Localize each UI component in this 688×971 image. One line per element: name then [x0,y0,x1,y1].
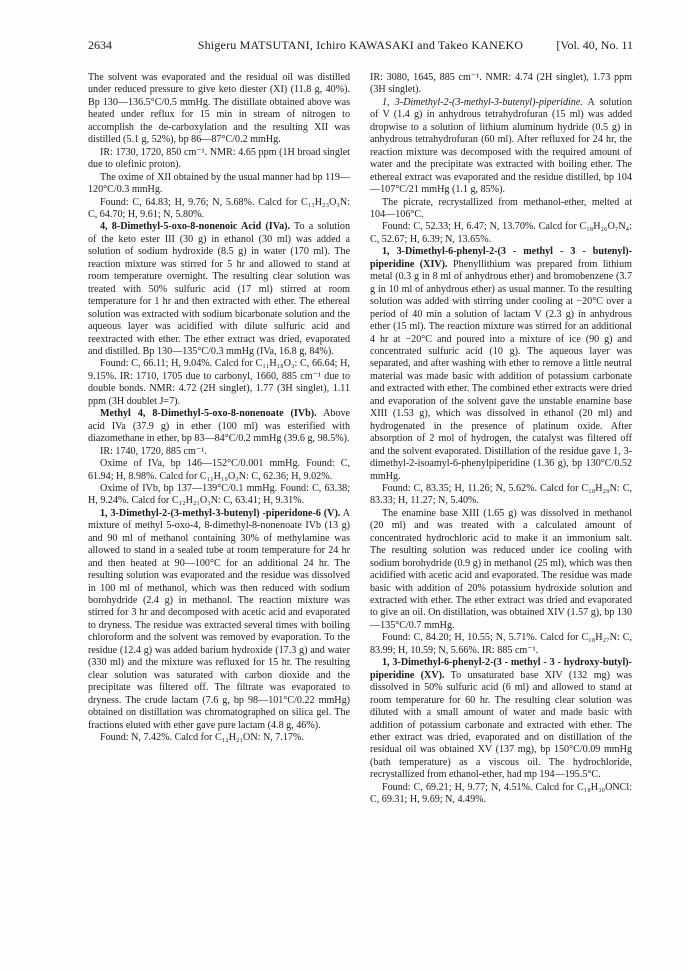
running-header [88,38,633,54]
paragraph [88,458,350,483]
paragraph-text: IR: 3080, 1645, 885 cm⁻¹. NMR: 4.74 (2H singlet), 1.73 ppm (3H singlet). [370,72,632,96]
running-authors: Shigeru MATSUTANI, Ichiro KAWASAKI and Takeo KANEKO [197,38,524,52]
paragraph-text: Above acid IVa (37.9 g) in ether (100 ml) was esterified with diazomethane in ether, bp 83—84°C/0.2 mmHg (39.6 g, 98.5%). [88,408,350,445]
paragraph [370,508,632,633]
paragraph-text: The oxime of XII obtained by the usual manner had bp 119—120°C/0.3 mmHg. [88,171,350,196]
paragraph-text: The picrate, recrystallized from methanol-ether, melted at 104—106°C. [370,196,632,220]
paragraph [370,483,632,508]
paragraph [88,483,350,508]
section-heading: 1, 3-Dimethyl-6-phenyl-2-(3 - methyl - 3 - butenyl)-piperidine (XIV). [370,246,632,270]
paragraph [88,508,350,732]
section-heading: Methyl 4, 8-Dimethyl-5-oxo-8-nonenoate (IVb). [100,408,317,420]
paragraph [370,221,632,246]
paragraph-text: IR: 1730, 1720, 850 cm⁻¹. NMR: 4.65 ppm (1H broad singlet due to olefinic proton). [88,146,350,171]
paragraph-text: Oxime of IVb, bp 137—139°C/0.1 mmHg. Found: C, 63.38; H, 9.24%. Calcd for C₁₂H₂₁O₃N: C, 63.41; H, 9.31%. [88,482,350,507]
paragraph-text: Found: N, 7.42%. Calcd for C₁₂H₂₁ON: N, 7.17%. [100,732,304,744]
paragraph-text: Found: C, 64.83; H, 9.76; N, 5.68%. Calcd for C₁₃H₂₃O₃N: C, 64.70; H, 9.61; N, 5.80%. [88,196,350,220]
paragraph [88,446,350,458]
paragraph-text: Phenyllithium was prepared from lithium metal (0.3 g in 8 ml of anhydrous ether) and bromobenzene (3.7 g in 10 ml of anhydrous ether) as usual manner. To the resulting solution was added with stirring under cooling at −20°C over a period of 40 min a solution of lactam V (2.3 g) in anhydrous ether (15 ml). The reaction mixture was stirred for an additional 4 hr at −20°C and poured into a mixture of ice (90 g) and concentrated sulfuric acid (10 g). The aqueous layer was separated, and after washing with ether to remove a little neutral material was made basic with addition of potassium carbonate and extracted with ether. The combined ether extracts were dried and evaporation of the solvent gave the unstable enamine base XIII (1.53 g), which was dissolved in ethanol (20 ml) and hydrogenated in the presence of platinum oxide. After absorption of 2 mol of hydrogen, the catalyst was filtered off and the solvent evaporated. Distillation of the residue gave 1, 3-dimethyl-2-isoamyl-6-phenylpiperidine (1.36 g), bp 130°C/0.52 mmHg. [370,258,632,482]
paragraph [370,246,632,483]
paragraph [370,782,632,807]
paragraph [88,732,350,744]
section-heading: 1, 3-Dimethyl-2-(3-methyl-3-butenyl) -piperidone-6 (V). [100,507,341,519]
paragraph [88,221,350,358]
paragraph-text: IR: 1740, 1720, 885 cm⁻¹. [100,445,207,457]
paragraph [370,632,632,657]
volume-issue: [Vol. 40, No. 11 [556,38,633,52]
paragraph [370,657,632,782]
paragraph-text: A mixture of methyl 5-oxo-4, 8-dimethyl-8-nonenoate IVb (13 g) and 90 ml of methanol containing 30% of methylamine was allowed to stand in a sealed tube at room temperature for 24 hr and then heated at 90—100°C for an additional 24 hr. The resulting solution was evaporated and the residue was dissolved in 100 ml of methanol, which was then reduced with sodium borohydride (2.4 g) in methanol. The reaction mixture was stirred for 3 hr and decomposed with acetic acid and evaporated to dryness. The residue was extracted several times with boiling chloroform and the solvent was removed by evaporation. To the residue (12.4 g) was added barium hydroxide (17.3 g) and water (330 ml) and the mixture was refluxed for 15 hr. The resulting clear solution was saturated with carbon dioxide and the precipitate was filtered off. The filtrate was evaporated to dryness. The crude lactam (7.6 g, bp 98—101°C/0.22 mmHg) obtained on distillation was chromatographed on silica gel. The fractions eluted with ether gave pure lactam (4.8 g, 46%). [88,507,350,731]
paragraph [88,72,350,147]
paragraph [370,72,632,97]
paragraph-text: Found: C, 52.33; H, 6.47; N, 13.70%. Calcd for C₁₈H₂₆O₇N₄: C, 52.67; H, 6.39; N, 13.65%. [370,221,632,245]
paragraph-text: The solvent was evaporated and the residual oil was distilled under reduced pressure to give keto diester (XI) (11.8 g, 40%). Bp 130—136.5°C/0.5 mmHg. The distillate obtained above was heated under reflux for 15 min in stream of nitrogen to accomplish the de-carboxylation and the resulting XII was distilled (5.1 g, 52%), bp 86—87°C/0.2 mmHg. [88,72,350,146]
paragraph-text: Found: C, 66.11; H, 9.04%. Calcd for C₁₁H₁₈O₃: C, 66.64; H, 9.15%. IR: 1710, 1705 due to carbonyl, 1660, 885 cm⁻¹ due to double bonds. NMR: 4.72 (2H singlet), 1.77 (3H singlet), 1.11 ppm (3H doublet J=7). [88,358,350,407]
section-heading: 1, 3-Dimethyl-2-(3-methyl-3-butenyl)-piperidine. [382,96,583,108]
paragraph-text: Found: C, 84.20; H, 10.55; N, 5.71%. Calcd for C₁₈H₂₇N: C, 83.99; H, 10.59; N, 5.66%. IR: 885 cm⁻¹. [370,632,632,656]
left-column [88,72,350,744]
paragraph-text: A solution of V (1.4 g) in anhydrous tetrahydrofuran (15 ml) was added dropwise to a solution of lithium aluminum hydride (0.5 g) in anhydrous tetrahydrofuran (60 ml). After refluxed for 24 hr, the reaction mixture was decomposed with the required amount of water and the precipitate was extracted with boiling ether. The ethereal extract was evaporated and the residue distilled, bp 104—107°C/21 mmHg (1.1 g, 85%). [370,96,632,196]
section-heading: 4, 8-Dimethyl-5-oxo-8-nonenoic Acid (IVa). [100,221,291,233]
paragraph-text: The enamine base XIII (1.65 g) was dissolved in methanol (20 ml) and was treated with a calculated amount of concentrated hydrochloric acid to make it an immonium salt. The resulting solution was reduced under ice cooling with sodium borohydride (0.9 g) in methanol (25 ml), which was then acidified with acetic acid and evaporated. The residue was made basic with addition of 20% potassium hydroxide solution and extracted with ether. The ether extract was dried and evaporated to give an oil. On distillation, was obtained XIV (1.57 g), bp 130—135°C/0.7 mmHg. [370,507,632,631]
paragraph [88,147,350,172]
paragraph-text: Found: C, 83.35; H, 11.26; N, 5.62%. Calcd for C₁₈H₂₉N: C, 83.33; H, 11.27; N, 5.40%. [370,482,632,507]
paragraph [88,197,350,222]
right-column [370,72,632,807]
paragraph-text: To unsaturated base XIV (132 mg) was dissolved in 50% sulfuric acid (6 ml) and allowed to stand at room temperature for 60 hr. The resulting clear solution was diluted with a small amount of water and made basic with addition of potassium carbonate and extracted with ether. The ether extract was dried, evaporated and on distillation of the residual oil was obtained XV (137 mg), bp 150°C/0.09 mmHg (bath temperature) as a viscous oil. The hydrochloride, recrystallized from ethanol-ether, had mp 194—195.5°C. [370,669,633,781]
paragraph [370,197,632,222]
paragraph [88,358,350,408]
paragraph-text: To a solution of the keto ester III (30 g) in ethanol (30 ml) was added a solution of sodium hydroxide (8.5 g) in water (170 ml). The reaction mixture was stirred for 5 hr and allowed to stand at room temperature overnight. The resulting clear solution was treated with 50% sulfuric acid (17 ml) stirred at room temperature for 1 hr and then extracted with ether. The ethereal solution was extracted with sodium bicarbonate solution and the aqueous layer was acidified with dilute sulfuric acid and reextracted with ether. The ether extract was dried, evaporated and distilled. Bp 130—135°C/0.3 mmHg (IVa, 16.8 g, 84%). [88,221,351,357]
paragraph-text: Oxime of IVa, bp 146—152°C/0.001 mmHg. Found: C, 61.94; H, 8.98%. Calcd for C₁₁H₁₉O₃N: C, 62.36; H, 9.02%. [88,458,350,482]
paragraph-text: Found: C, 69.21; H, 9.77; N, 4.51%. Calcd for C₁₈H₃₀ONCl: C, 69.31; H, 9.69; N, 4.49%. [370,781,632,806]
paragraph [88,172,350,197]
section-heading: 1, 3-Dimethyl-6-phenyl-2-(3 - methyl - 3 - hydroxy-butyl)-piperidine (XV). [370,657,632,681]
paragraph [88,408,350,445]
page-number: 2634 [88,38,112,52]
paragraph [370,97,632,197]
